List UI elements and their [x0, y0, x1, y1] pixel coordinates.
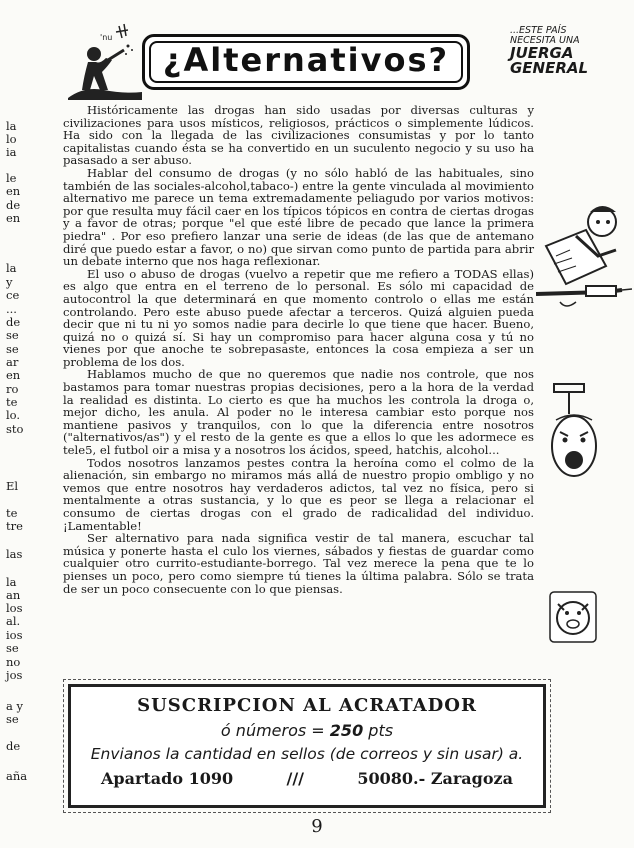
left-fragment: El — [6, 479, 19, 493]
left-fragment: en — [6, 184, 21, 198]
left-fragment: al. — [6, 614, 21, 628]
left-fragment: de — [6, 315, 21, 329]
left-fragment: de — [6, 739, 21, 753]
left-fragment: se — [6, 342, 19, 356]
left-fragment: no — [6, 655, 21, 669]
left-fragment: jos — [6, 668, 23, 682]
subscription-box — [68, 684, 546, 808]
left-fragment: tre — [6, 519, 23, 533]
slogan-bottom: JUERGA GENERAL — [510, 44, 589, 77]
left-fragment: de — [6, 198, 21, 212]
address-city: 50080.- Zaragoza — [357, 769, 513, 788]
drug-user-illustration — [536, 196, 632, 318]
left-fragment: la — [6, 261, 17, 275]
left-fragment: an — [6, 588, 21, 602]
left-fragment: se — [6, 641, 19, 655]
article-body — [63, 104, 534, 595]
left-fragment: ce — [6, 288, 20, 302]
left-fragment: y — [6, 275, 13, 289]
slogan — [510, 26, 610, 76]
left-fragment: ar — [6, 355, 19, 369]
address-separator: /// — [286, 769, 305, 788]
subscription-address — [101, 769, 513, 788]
subscription-title: SUSCRIPCION AL ACRATADOR — [137, 695, 477, 716]
left-fragment: se — [6, 712, 19, 726]
price-value: 250 — [329, 721, 364, 740]
price-prefix: ó números = — [220, 721, 325, 740]
paragraph: Históricamente las drogas han sido usadas por diversas culturas y civilizaciones para usos místicos, religiosos, prácticos o simplemente lúdicos. Ha sido con la llegada de las civilizaciones consumistas y por lo tanto capitalistas cuando ésta se ha convertido en un suculento negocio y su uso ha pasasado a ser abuso. — [63, 103, 534, 168]
screaming-face-illustration — [548, 380, 604, 484]
left-fragment: aña — [6, 769, 28, 783]
paragraph: Ser alternativo para nada significa vestir de tal manera, escuchar tal música y ponerte hasta el culo los viernes, sábados y fiestas de guardar como cualquier otro currito-estudiante-borrego. Tal vez merece la pena que te lo pienses un poco, pero como siempre tú tienes la última palabra. Sólo se trata de ser un poco consecuente con lo que piensas. — [63, 531, 534, 596]
left-fragment: ia — [6, 145, 17, 159]
left-fragment: la — [6, 119, 17, 133]
address-apartado: Apartado 1090 — [101, 769, 234, 788]
figure-illustration — [64, 20, 144, 102]
left-fragment: las — [6, 547, 23, 561]
left-fragment: la — [6, 575, 17, 589]
left-fragment: le — [6, 171, 17, 185]
slogan-top: ...ESTE PAÍS NECESITA UNA — [510, 25, 580, 46]
left-fragment: se — [6, 328, 19, 342]
paragraph: Hablamos mucho de que no queremos que nadie nos controle, que nos bastamos para tomar nuestras propias decisiones, pero a la hora de la verdad la realidad es distinta. Lo cierto es que ha muchos les controla la droga o, mejor dicho, les anula. Al poder no le interesa cambiar esto porque nos mantiene pasivos y tranquilos, con lo que la diferencia entre nosotros ("alternativos/as") y el resto de la gente es que a ellos lo que les adormece es tele5, el futbol oir a misa y a nosotros los ácidos, speed, hatchis, alcohol... — [63, 367, 534, 458]
title-banner — [142, 34, 470, 90]
left-fragment: en — [6, 368, 21, 382]
left-fragment: lo — [6, 132, 17, 146]
subscription-price-line — [71, 721, 543, 740]
paragraph: Todos nosotros lanzamos pestes contra la heroína como el colmo de la alienación, sin embargo no miramos más allá de nuestro propio ombligo y no vemos que entre nosotros hay verdaderos adictos, tal vez no física, pero si mentalmente a otras sustancia, y lo que es peor se llega a relacionar el consumo de ciertas drogas con el grado de radicalidad del individuo. ¡Lamentable! — [63, 455, 534, 533]
left-fragment: en — [6, 211, 21, 225]
left-fragment: ... — [6, 302, 17, 316]
left-fragment: a y — [6, 699, 24, 713]
left-fragment: ios — [6, 628, 23, 642]
price-unit: pts — [368, 721, 394, 740]
page-title: ¿Alternativos? — [162, 41, 450, 79]
left-fragment: te — [6, 395, 18, 409]
svg-text:'nu: 'nu — [100, 33, 113, 42]
page-number: 9 — [311, 816, 323, 837]
subscription-instructions: Envianos la cantidad en sellos (de correos y sin usar) a. — [90, 745, 524, 763]
left-fragment: te — [6, 506, 18, 520]
left-fragment: sto — [6, 422, 24, 436]
paragraph: El uso o abuso de drogas (vuelvo a repetir que me refiero a TODAS ellas) es algo que entra en el terreno de lo personal. Es sólo mi capacidad de autocontrol la que determinará en que momento controlo o ellas me están controlando. Pero este abuso puede afectar a terceros. Quizá alguien pueda decir que ni tu ni yo somos nadie para decirle lo que tiene que hacer. Bueno, quizá no o quizá sí. Si hay un compromiso para hacer alguna cosa y tú no vienes por que anoche te sobrepasaste, entonces la cosa empieza a ser un problema de los dos. — [63, 266, 534, 369]
left-fragment: lo. — [6, 408, 21, 422]
paragraph: Hablar del consumo de drogas (y no sólo habló de las habituales, sino también de las sociales-alcohol,tabaco-) entre la gente vinculada al movimiento alternativo me parece un tema extremadamente peliagudo por varios motivos: por que resulta muy fácil caer en los típicos tópicos en contra de ciertas drogas y a favor de otras; porque "el que esté libre de pecado que lance la primera piedra" . Por eso prefiero lanzar una serie de ideas (de las que de antemano diré que puedo estar a favor, o no) que sirvan como punto de partida para abrir un debate interno que nos haga reflexionar. — [63, 165, 534, 269]
left-fragment: los — [6, 601, 23, 615]
pig-illustration — [548, 590, 598, 644]
left-fragment: ro — [6, 382, 19, 396]
previous-page-edge — [0, 0, 40, 848]
